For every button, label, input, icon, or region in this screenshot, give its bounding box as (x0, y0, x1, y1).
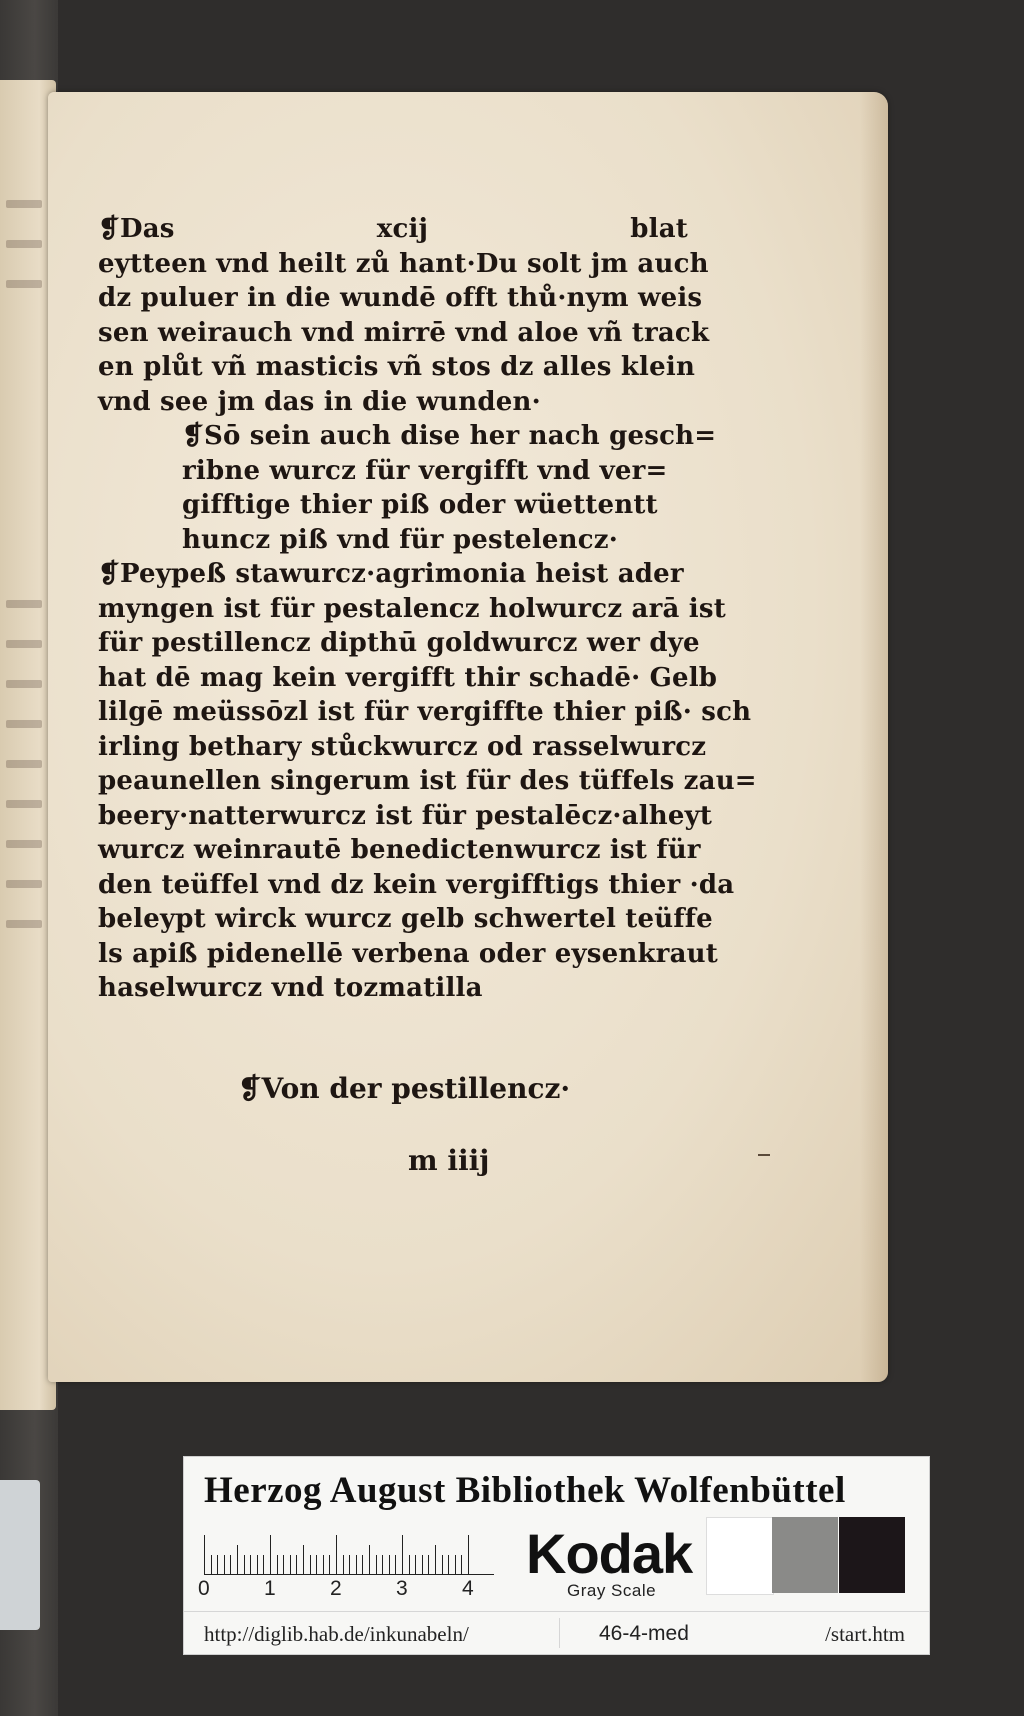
ruler-tick (323, 1555, 324, 1575)
gray-scale-label: Gray Scale (567, 1581, 657, 1600)
gray-patch (772, 1517, 838, 1593)
white-patch (706, 1517, 774, 1595)
scale-ruler (204, 1529, 494, 1575)
ruler-tick (356, 1555, 357, 1575)
section-title: ❡Von der pestillencz· (238, 1072, 571, 1105)
previous-volume-label (0, 1480, 40, 1630)
ruler-tick (389, 1555, 390, 1575)
ruler-label: 2 (330, 1577, 342, 1600)
ruler-tick (428, 1555, 429, 1575)
ruler-tick (422, 1555, 423, 1575)
ruler-tick (244, 1555, 245, 1575)
body-line: myngen ist für pestalencz holwurcz arā ist (98, 593, 726, 624)
ruler-tick (382, 1555, 383, 1575)
ruler-tick (277, 1555, 278, 1575)
ruler-tick (409, 1555, 410, 1575)
ruler-tick (224, 1555, 225, 1575)
page-text (98, 212, 758, 1006)
ruler-tick (468, 1535, 469, 1575)
signature-mark: m iiij (408, 1144, 490, 1177)
page-header (98, 212, 758, 247)
ruler-tick (230, 1555, 231, 1575)
ruler-tick (329, 1555, 330, 1575)
body-line: beery·natterwurcz ist für pestalēcz·alheyt (98, 800, 713, 831)
url-row (184, 1611, 929, 1654)
kodak-logo: Kodak (526, 1522, 693, 1585)
pilcrow-mark: ❡ (98, 214, 120, 244)
ruler-tick (442, 1555, 443, 1575)
header-left: Das (120, 214, 175, 244)
ruler-tick (343, 1555, 344, 1575)
ruler-tick (362, 1555, 363, 1575)
ruler-tick (455, 1555, 456, 1575)
ruler-tick (211, 1555, 212, 1575)
ruler-tick (376, 1555, 377, 1575)
ruler-tick (250, 1555, 251, 1575)
ruler-tick (461, 1555, 462, 1575)
ruler-tick (415, 1555, 416, 1575)
body-line: ls apiß pidenellē verbena oder eysenkraut (98, 938, 718, 969)
body-line: den teüffel vnd dz kein vergifftigs thier ·da (98, 869, 735, 900)
pilcrow-mark: ❡ (182, 421, 204, 451)
text-line: en plůt vñ masticis vñ stos dz alles klein (98, 352, 696, 382)
ruler-label: 0 (198, 1577, 210, 1600)
body-line: beleypt wirck wurcz gelb schwertel teüffe (98, 904, 713, 934)
ruler-tick (336, 1535, 337, 1575)
text-line: dz puluer in die wundē offt thů·nym weis (98, 283, 703, 313)
ruler-tick (435, 1545, 436, 1575)
ruler-tick (310, 1555, 311, 1575)
body-line: lilgē meüssōzl ist für vergiffte thier piß· sch (98, 697, 752, 727)
black-patch (839, 1517, 905, 1593)
ruler-tick (316, 1555, 317, 1575)
shelfmark: 46-4-med (599, 1622, 689, 1645)
ruler-tick (237, 1545, 238, 1575)
indented-line: ribne wurcz für vergifft vnd ver= (182, 455, 668, 486)
ruler-label: 3 (396, 1577, 408, 1600)
body-line: für pestillencz dipthū goldwurcz wer dye (98, 628, 700, 658)
text-line: sen weirauch vnd mirrē vnd aloe vñ track (98, 317, 710, 348)
ruler-tick (283, 1555, 284, 1575)
ruler-tick (402, 1535, 403, 1575)
ruler-tick (263, 1555, 264, 1575)
ruler-label: 4 (462, 1577, 474, 1600)
indented-line: ❡Sō sein auch dise her nach gesch= (182, 421, 717, 451)
ruler-label: 1 (264, 1577, 276, 1600)
body-line: ❡Peypeß stawurcz·agrimonia heist ader (98, 559, 684, 589)
ruler-tick (349, 1555, 350, 1575)
ruler-tick (257, 1555, 258, 1575)
url-base: http://diglib.hab.de/inkunabeln/ (204, 1622, 469, 1646)
text-line: vnd see jm das in die wunden· (98, 386, 541, 417)
ruler-tick (369, 1545, 370, 1575)
ruler-tick (204, 1535, 205, 1575)
ruler-tick (270, 1535, 271, 1575)
ruler-tick (290, 1555, 291, 1575)
header-right: blat (630, 214, 688, 244)
ink-dash (758, 1154, 770, 1156)
ruler-tick (296, 1555, 297, 1575)
ruler-tick (448, 1555, 449, 1575)
ruler-tick (303, 1545, 304, 1575)
library-title: Herzog August Bibliothek Wolfenbüttel (204, 1470, 846, 1511)
pilcrow-mark: ❡ (238, 1072, 262, 1105)
body-line: peaunellen singerum ist für des tüffels zau= (98, 766, 757, 796)
ruler-tick (217, 1555, 218, 1575)
url-suffix: /start.htm (825, 1622, 905, 1646)
indented-line: huncz piß vnd für pestelencz· (182, 524, 618, 555)
body-line: irling bethary stůckwurcz od rasselwurcz (98, 731, 707, 762)
text-line: eytteen vnd heilt zů hant·Du solt jm auch (98, 248, 709, 279)
indented-line: gifftige thier piß oder wüettentt (182, 490, 658, 520)
ruler-labels (198, 1577, 508, 1603)
pilcrow-mark: ❡ (98, 559, 120, 589)
body-line: wurcz weinrautē benedictenwurcz ist für (98, 835, 701, 865)
ruler-tick (395, 1555, 396, 1575)
body-line: hat dē mag kein vergifft thir schadē· Gelb (98, 662, 718, 693)
color-target-card (183, 1456, 930, 1655)
url-divider (559, 1618, 560, 1648)
book-page (48, 92, 888, 1382)
body-line: haselwurcz vnd tozmatilla (98, 973, 483, 1003)
folio-number: xcij (376, 214, 429, 244)
